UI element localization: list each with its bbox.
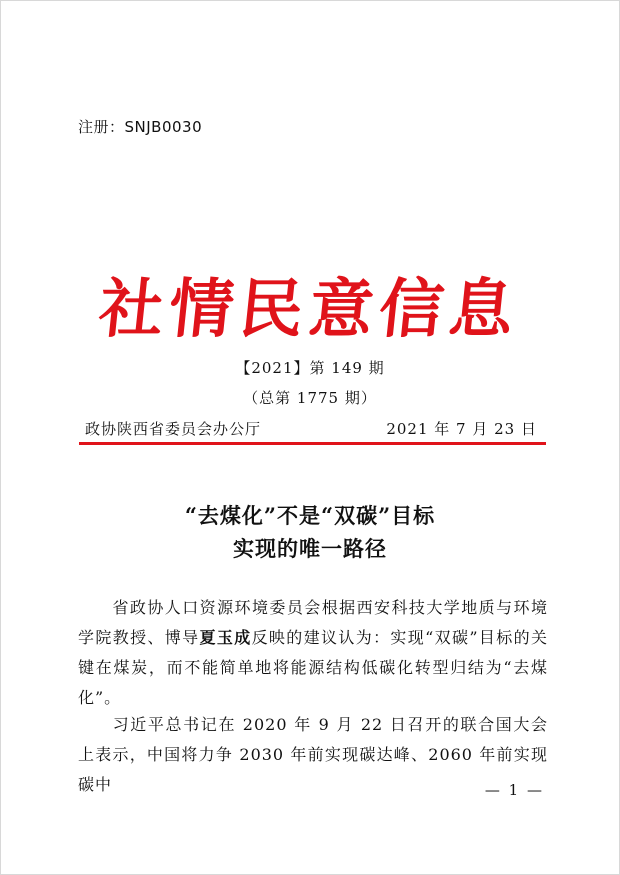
red-divider [79,442,546,445]
article-title-line-2: 实现的唯一路径 [233,536,387,561]
publisher: 政协陕西省委员会办公厅 [85,420,262,438]
issue-number: 【2021】第 149 期 [235,359,385,377]
page-number: — 1 — [484,781,544,799]
paragraph-2 [78,710,548,800]
paragraph-1-body: 反映的建议认为：实现“双碳”目标的关键在煤炭，而不能简单地将能源结构低碳化转型归结为“去煤化”。 [78,628,548,707]
paragraph-1-intro: 省政协人口资源环境委员会根据西安科技大学地质与环境学院教授、博导 [78,598,548,647]
expert-name: 夏玉成 [199,628,252,647]
registration-number: 注册：SNJB0030 [78,118,203,136]
paragraph-2-body: 习近平总书记在 2020 年 9 月 22 日召开的联合国大会上表示，中国将力争 2030 年前实现碳达峰、2060 年前实现碳中 [78,715,548,794]
total-issue-number: （总第 1775 期） [243,389,377,407]
publication-date: 2021 年 7 月 23 日 [386,420,537,438]
article-title-line-1: “去煤化”不是“双碳”目标 [184,503,436,528]
masthead-title: 社情民意信息 [95,272,524,347]
paragraph-1 [78,593,548,713]
